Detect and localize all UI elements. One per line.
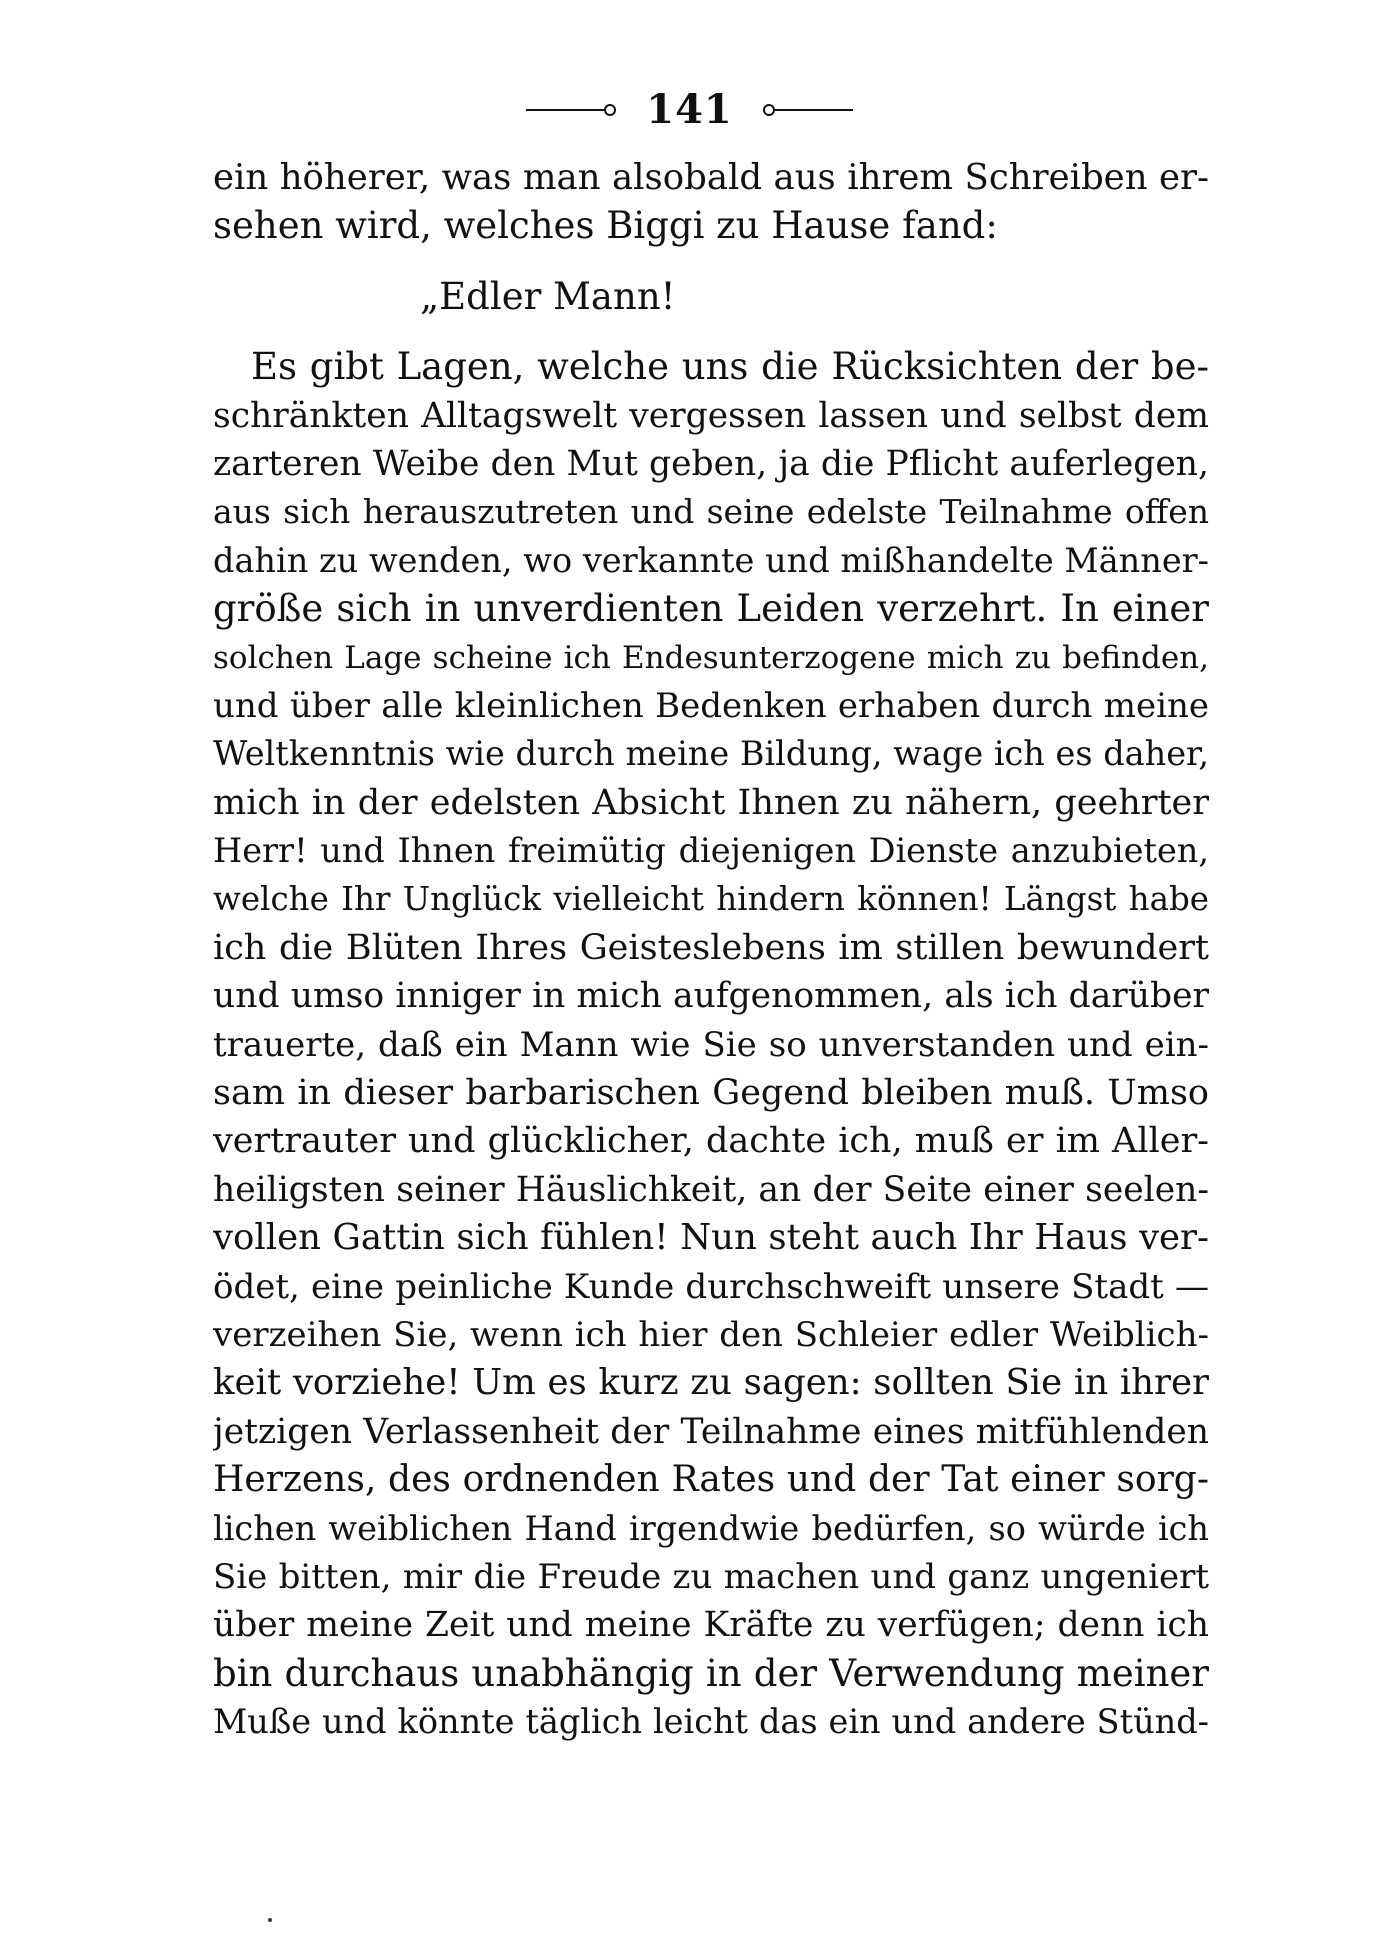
text-line: Weltkenntnis wie durch meine Bildung, wage ich es daher, [213,734,1209,774]
ring-ornament-icon [604,104,616,116]
body-text [213,154,1209,1747]
text-line: Muße und könnte täglich leicht das ein und andere Stünd- [213,1702,1209,1742]
text-line: über meine Zeit und meine Kräfte zu verfügen; denn ich [213,1605,1209,1646]
text-line: ich die Blüten Ihres Geisteslebens im stillen bewundert [213,927,1209,968]
text-line: zarteren Weibe den Mut geben, ja die Pflicht auferlegen, [213,443,1209,484]
text-line: solchen Lage scheine ich Endesunterzogene mich zu befinden, [213,639,1209,676]
text-line: Sie bitten, mir die Freude zu machen und ganz ungeniert [213,1556,1209,1597]
text-line: vollen Gattin sich fühlen! Nun steht auch Ihr Haus ver- [213,1217,1209,1259]
letter-salutation: „Edler Mann! [420,274,676,318]
text-line: verzeihen Sie, wenn ich hier den Schleier edler Weiblich- [213,1314,1209,1355]
header-rule-left [526,109,604,111]
text-line: mich in der edelsten Absicht Ihnen zu nähern, geehrter [213,782,1209,823]
text-line: aus sich herauszutreten und seine edelste Teilnahme offen [213,492,1209,532]
text-line: keit vorziehe! Um es kurz zu sagen: sollten Sie in ihrer [213,1362,1209,1404]
text-line: jetzigen Verlassenheit der Teilnahme eines mitfühlenden [213,1411,1209,1452]
text-line: bin durchaus unabhängig in der Verwendung meiner [213,1651,1209,1695]
text-line: heiligsten seiner Häuslichkeit, an der Seite einer seelen- [213,1169,1209,1210]
text-line: dahin zu wenden, wo verkannte und mißhandelte Männer- [213,540,1209,580]
header-ornament-right [763,104,853,116]
paper-speck [268,1918,272,1922]
text-line: ein höherer, was man alsobald aus ihrem Schreiben er- [213,157,1209,198]
text-line: Es gibt Lagen, welche uns die Rücksichten der be- [251,345,1209,389]
text-line: vertrauter und glücklicher, dachte ich, muß er im Aller- [213,1121,1209,1162]
ring-ornament-icon [763,104,775,116]
header-rule-right [775,109,853,111]
text-line: Herzens, des ordnenden Rates und der Tat einer sorg- [213,1459,1209,1501]
text-line: trauerte, daß ein Mann wie Sie so unverstanden und ein- [213,1024,1209,1065]
text-line: und umso inniger in mich aufgenommen, als ich darüber [213,976,1209,1017]
page-number: 141 [646,86,733,133]
page-header [0,80,1379,140]
text-line: größe sich in unverdienten Leiden verzehrt. In einer [213,587,1209,631]
text-line: welche Ihr Unglück vielleicht hindern können! Längst habe [213,880,1209,919]
text-line: schränkten Alltagswelt vergessen lassen und selbst dem [213,395,1209,436]
text-line: Herr! und Ihnen freimütig diejenigen Dienste anzubieten, [213,831,1209,871]
header-ornament-left [526,104,616,116]
text-line: und über alle kleinlichen Bedenken erhaben durch meine [213,685,1209,726]
text-line: ödet, eine peinliche Kunde durchschweift unsere Stadt — [213,1266,1209,1307]
text-line: sehen wird, welches Biggi zu Hause fand: [213,204,998,248]
text-line: sam in dieser barbarischen Gegend bleiben muß. Umso [213,1073,1209,1114]
text-line: lichen weiblichen Hand irgendwie bedürfen, so würde ich [213,1508,1209,1548]
